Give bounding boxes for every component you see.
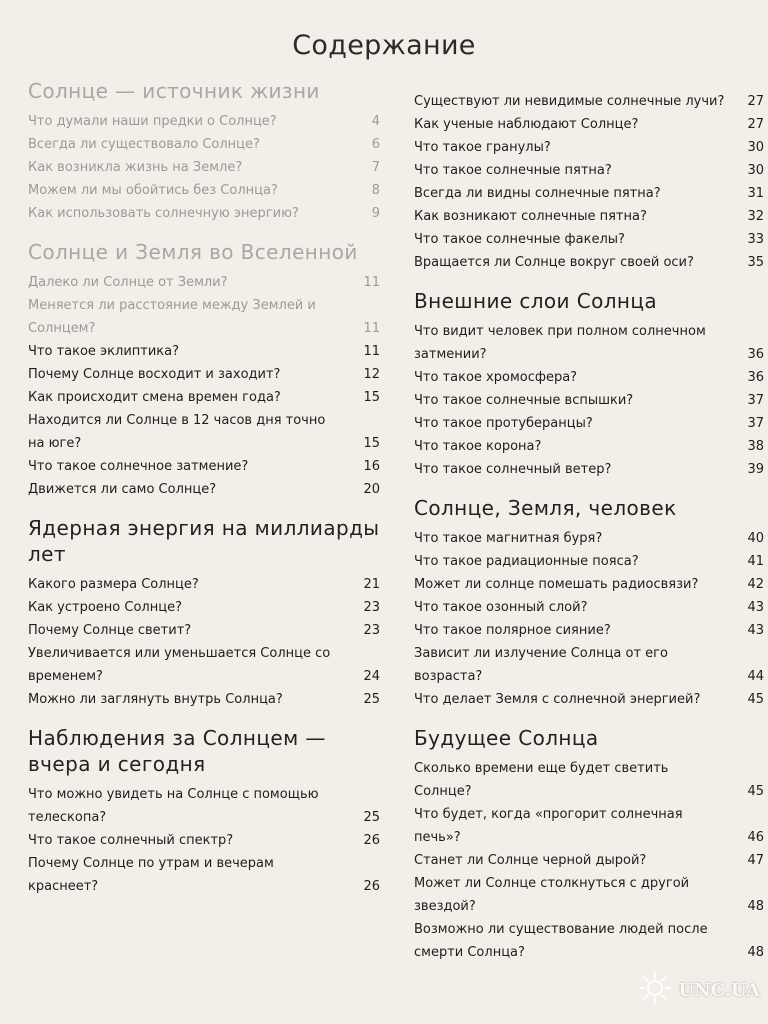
section-title: Наблюдения за Солнцем — вчера и сегодня [28,726,326,776]
toc-section [24,515,380,711]
entry-title: Что такое солнечные факелы? [414,232,625,247]
toc-entry [410,550,764,573]
entry-title: Что будет, когда «прогорит солнечная печь»? [414,807,683,845]
entry-title: Как возникла жизнь на Земле? [28,160,243,175]
entry-page: 11 [363,321,380,336]
toc-entry [24,596,380,619]
toc-entry [24,852,380,898]
toc-entry [410,803,764,849]
entry-title: Как использовать солнечную энергию? [28,206,299,221]
toc-entry [410,435,764,458]
toc-entry [24,202,380,225]
entry-page: 12 [363,367,380,382]
entry-page: 45 [747,692,764,707]
watermark-text: UNC.UA [678,980,760,1001]
toc-entry [410,389,764,412]
entry-page: 30 [747,140,764,155]
entry-page: 48 [747,945,764,960]
entry-title: Что такое солнечный ветер? [414,462,612,477]
entry-page: 39 [747,462,764,477]
toc-entry [24,179,380,202]
entry-page: 32 [747,209,764,224]
toc-entry [410,688,764,711]
entry-title: Меняется ли расстояние между Землей и Солнцем? [28,298,316,336]
section-title: Будущее Солнца [414,726,599,750]
entry-title: Зависит ли излучение Солнца от его возраста? [414,646,668,684]
entry-title: Можно ли заглянуть внутрь Солнца? [28,692,283,707]
toc-entry [410,642,764,688]
entry-title: Можем ли мы обойтись без Солнца? [28,183,278,198]
toc-section [410,725,764,964]
toc-entry [410,573,764,596]
entry-page: 24 [363,669,380,684]
toc-entry [410,228,764,251]
entry-title: Всегда ли существовало Солнце? [28,137,260,152]
entry-title: Что такое радиационные пояса? [414,554,639,569]
section-title: Ядерная энергия на миллиарды лет [28,516,380,566]
entry-title: Что можно увидеть на Солнце с помощью телескопа? [28,787,319,825]
toc-entry [410,918,764,964]
sun-logo-icon [638,971,672,1010]
entry-title: Как устроено Солнце? [28,600,182,615]
toc-entry [24,455,380,478]
entry-title: Что такое озонный слой? [414,600,588,615]
toc-entry [24,363,380,386]
entry-title: Что такое корона? [414,439,542,454]
entry-title: Увеличивается или уменьшается Солнце со временем? [28,646,331,684]
entry-page: 26 [363,879,380,894]
entry-title: Находится ли Солнце в 12 часов дня точно на юге? [28,413,326,451]
entry-title: Почему Солнце по утрам и вечерам краснеет? [28,856,274,894]
toc-entry [24,110,380,133]
toc-entry [24,829,380,852]
toc-entry [410,527,764,550]
entry-title: Что такое эклиптика? [28,344,180,359]
toc-left-column [24,78,380,912]
entry-title: Что такое солнечное затмение? [28,459,249,474]
toc-entry [410,872,764,918]
toc-entry [410,90,764,113]
entry-page: 42 [747,577,764,592]
page-title: Содержание [292,30,476,61]
toc-entry [410,159,764,182]
entry-title: Сколько времени еще будет светить Солнце? [414,761,669,799]
toc-entry [410,205,764,228]
entry-title: Как ученые наблюдают Солнце? [414,117,639,132]
entry-page: 40 [747,531,764,546]
toc-entry [24,133,380,156]
entry-title: Может ли Солнце столкнуться с другой звездой? [414,876,690,914]
entry-title: Что такое протуберанцы? [414,416,593,431]
entry-page: 31 [747,186,764,201]
entry-page: 15 [363,390,380,405]
entry-title: Что такое хромосфера? [414,370,578,385]
entry-page: 43 [747,623,764,638]
entry-page: 41 [747,554,764,569]
entry-page: 37 [747,393,764,408]
entry-page: 37 [747,416,764,431]
entry-page: 30 [747,163,764,178]
toc-entry [24,409,380,455]
entry-title: Что такое солнечные вспышки? [414,393,634,408]
toc-section-continued [410,90,764,274]
entry-title: Далеко ли Солнце от Земли? [28,275,228,290]
toc-section [24,239,380,340]
toc-right-column [410,90,764,978]
entry-page: 27 [747,117,764,132]
entry-page: 23 [363,600,380,615]
entry-title: Существуют ли невидимые солнечные лучи? [414,94,725,109]
toc-entry [410,113,764,136]
toc-entry [410,182,764,205]
entry-title: Что такое магнитная буря? [414,531,603,546]
toc-entry [410,849,764,872]
entry-title: Что такое гранулы? [414,140,551,155]
entry-title: Что такое солнечные пятна? [414,163,612,178]
toc-entry [24,271,380,294]
section-title: Солнце — источник жизни [28,79,320,103]
toc-section-continued [24,340,380,501]
entry-title: Как возникают солнечные пятна? [414,209,647,224]
entry-page: 33 [747,232,764,247]
toc-entry [24,642,380,688]
entry-title: Почему Солнце светит? [28,623,192,638]
entry-title: Что такое солнечный спектр? [28,833,234,848]
entry-page: 15 [363,436,380,451]
entry-page: 36 [747,370,764,385]
entry-page: 25 [363,692,380,707]
entry-page: 16 [363,459,380,474]
entry-title: Вращается ли Солнце вокруг своей оси? [414,255,694,270]
entry-page: 47 [747,853,764,868]
toc-entry [410,320,764,366]
entry-title: Почему Солнце восходит и заходит? [28,367,281,382]
entry-page: 27 [747,94,764,109]
entry-page: 25 [363,810,380,825]
entry-title: Какого размера Солнце? [28,577,199,592]
section-title: Солнце и Земля во Вселенной [28,240,358,264]
toc-section [410,495,764,711]
entry-title: Возможно ли существование людей после смерти Солнца? [414,922,708,960]
toc-entry [410,412,764,435]
toc-section [24,78,380,225]
entry-title: Что думали наши предки о Солнце? [28,114,277,129]
watermark [638,971,760,1010]
toc-entry [24,294,380,340]
entry-page: 26 [363,833,380,848]
entry-page: 36 [747,347,764,362]
toc-entry [24,783,380,829]
entry-title: Что такое полярное сияние? [414,623,611,638]
entry-page: 21 [363,577,380,592]
toc-entry [24,156,380,179]
toc-entry [410,619,764,642]
entry-page: 4 [371,114,380,129]
entry-page: 45 [747,784,764,799]
toc-entry [24,478,380,501]
entry-page: 46 [747,830,764,845]
entry-title: Как происходит смена времен года? [28,390,281,405]
section-title: Внешние слои Солнца [414,289,658,313]
entry-title: Движется ли само Солнце? [28,482,217,497]
toc-entry [410,757,764,803]
entry-page: 48 [747,899,764,914]
entry-title: Может ли солнце помешать радиосвязи? [414,577,699,592]
toc-entry [410,251,764,274]
entry-title: Что видит человек при полном солнечном затмении? [414,324,706,362]
entry-page: 11 [363,275,380,290]
toc-section [24,725,380,898]
section-title: Солнце, Земля, человек [414,496,677,520]
entry-page: 35 [747,255,764,270]
toc-entry [24,340,380,363]
entry-title: Станет ли Солнце черной дырой? [414,853,647,868]
entry-title: Что делает Земля с солнечной энергией? [414,692,701,707]
toc-entry [24,573,380,596]
toc-entry [410,366,764,389]
entry-page: 43 [747,600,764,615]
entry-page: 23 [363,623,380,638]
entry-page: 11 [363,344,380,359]
entry-page: 20 [363,482,380,497]
entry-page: 44 [747,669,764,684]
toc-entry [410,458,764,481]
toc-entry [410,596,764,619]
entry-page: 8 [371,183,380,198]
entry-page: 38 [747,439,764,454]
toc-entry [24,688,380,711]
entry-title: Всегда ли видны солнечные пятна? [414,186,661,201]
entry-page: 7 [371,160,380,175]
toc-entry [24,619,380,642]
toc-entry [24,386,380,409]
entry-page: 6 [371,137,380,152]
entry-page: 9 [371,206,380,221]
toc-entry [410,136,764,159]
toc-section [410,288,764,481]
